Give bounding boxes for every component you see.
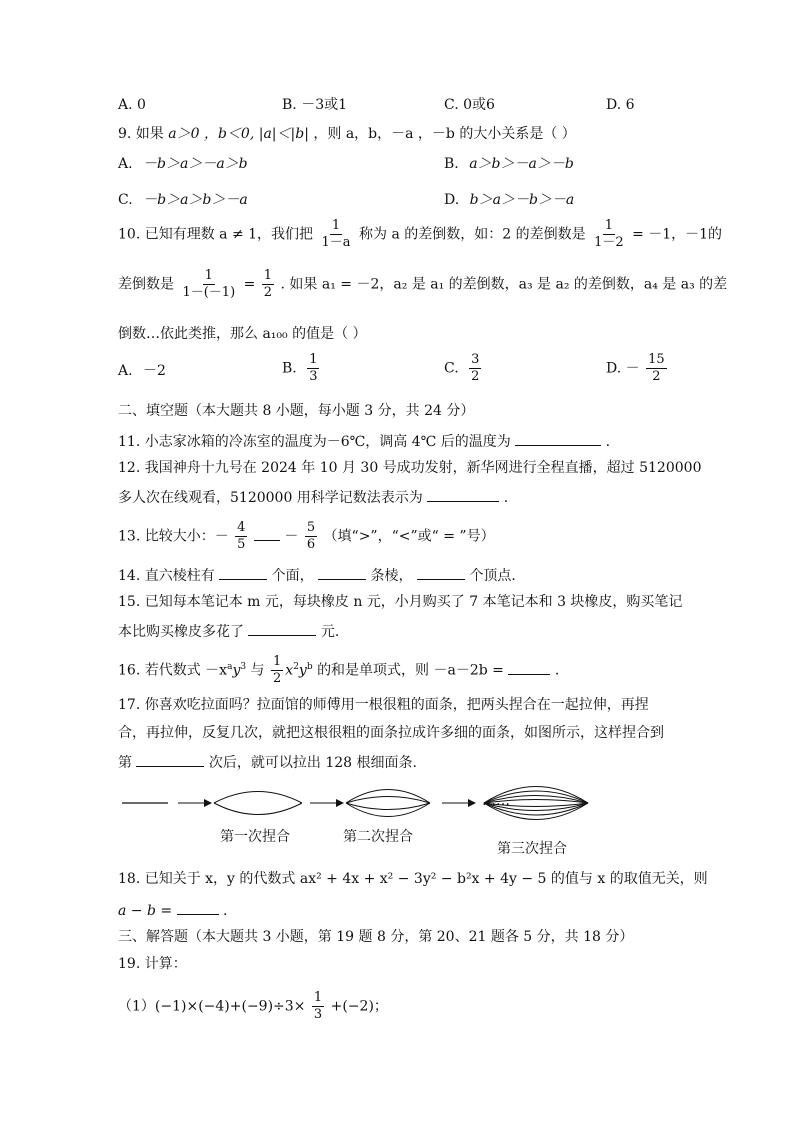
q16-fraction: [271, 654, 283, 687]
q16-sup-d: 2: [293, 661, 299, 672]
q13-fraction-2: [305, 520, 317, 553]
q10-option-d-num: 15: [648, 352, 665, 367]
q8-option-c: C. 0或6: [444, 97, 495, 113]
q16-sup-e: b: [306, 661, 313, 672]
q10-line2-a: 差倒数是: [118, 276, 174, 293]
q10-option-d-label: D. －: [606, 360, 640, 377]
section-3-heading: 三、解答题（本大题共 3 小题，第 19 题 8 分，第 20、21 题各 5 分，共 18 分）: [118, 929, 634, 945]
q17-line3: [118, 752, 417, 772]
q18-line2: [118, 900, 227, 920]
q15-unit: 元.: [320, 624, 340, 640]
q13-fraction-2-num: 5: [306, 520, 316, 535]
noodle-folding-diagram: [118, 780, 658, 860]
q9-option-d: [444, 191, 574, 209]
q14-edges-blank[interactable]: [318, 565, 366, 580]
q13-fraction-1: [235, 520, 247, 553]
q10-option-b-label: B.: [282, 360, 297, 377]
q12-line1: 12. 我国神舟十九号在 2024 年 10 月 30 号成功发射，新华网进行全程直播，超过 5120000: [118, 460, 702, 476]
q10-option-b: [282, 352, 321, 385]
q16-sup-a: a: [227, 661, 233, 672]
q10-option-c-fraction: [469, 352, 481, 385]
first-fold-shape: [214, 792, 302, 815]
q8-option-a: A. 0: [118, 97, 146, 113]
caption-first-fold: 第一次捏合: [220, 829, 290, 845]
q17-line2: 合，再拉伸，反复几次，就把这根很粗的面条拉成许多细的面条，如图所示，这样捏合到: [118, 725, 664, 741]
q12-line2-text: 多人次在线观看，5120000 用科学记数法表示为: [118, 490, 423, 506]
q13-fraction-2-den: 6: [306, 537, 316, 552]
q16-answer-blank[interactable]: [508, 660, 550, 675]
q10-fraction-2-den: 1－2: [594, 235, 624, 250]
q11-period: .: [605, 434, 611, 450]
q9-stem-prefix: 9. 如果: [118, 126, 164, 142]
arrow-2-icon: [310, 799, 344, 807]
q13: [118, 520, 495, 553]
q13-fraction-1-num: 4: [237, 520, 246, 535]
section-2-heading: 二、填空题（本大题共 8 小题，每小题 3 分，共 24 分）: [118, 403, 475, 419]
q11-answer-blank[interactable]: [515, 431, 601, 446]
q17-line1: 17. 你喜欢吃拉面吗？拉面馆的师傅用一根很粗的面条，把两头捏合在一起拉伸，再捏: [118, 697, 649, 713]
q9-option-a-label: A.: [118, 156, 133, 172]
q10-option-c-num: 3: [471, 352, 480, 367]
q19-part1: [118, 990, 388, 1023]
q18-expression: a − b =: [118, 903, 173, 919]
q8-option-b: B. －3或1: [282, 97, 348, 113]
q10-option-b-den: 3: [309, 369, 318, 384]
q10-option-a-text: －2: [143, 363, 166, 379]
q10-fraction-3-num: 1: [204, 268, 213, 283]
q17-answer-blank[interactable]: [136, 752, 204, 767]
q9-option-c-label: C.: [118, 192, 133, 208]
q10-fraction-3: [180, 268, 237, 301]
q10-option-d: [606, 352, 669, 385]
q11-text: 11. 小志家冰箱的冷冻室的温度为－6℃，调高 4℃ 后的温度为: [118, 434, 511, 450]
q10-option-b-num: 1: [309, 352, 318, 367]
q16-fraction-num: 1: [273, 654, 282, 669]
q18-period: .: [223, 903, 228, 919]
q9-stem: [118, 125, 576, 143]
q13-answer-blank[interactable]: [254, 526, 280, 541]
q9-option-a: [118, 155, 248, 173]
q16-y: y: [232, 662, 241, 679]
q17-ellipsis: ……: [482, 793, 510, 809]
q14-text-d: 个顶点.: [469, 568, 516, 584]
q9-option-b-label: B.: [444, 156, 459, 172]
q16-y2: y: [298, 662, 307, 679]
q10-option-c-den: 2: [471, 369, 480, 384]
q16-x: x: [285, 662, 294, 679]
arrow-1-icon: [178, 799, 212, 807]
q10-line1-c: = －1，－1的: [632, 226, 723, 243]
q14-text-a: 14. 直六棱柱有: [118, 568, 215, 584]
q10-fraction-1-den: 1－a: [321, 235, 351, 250]
q10-fraction-2-num: 1: [604, 218, 613, 233]
q16-sup-b: 3: [240, 661, 247, 672]
q14-faces-blank[interactable]: [219, 565, 267, 580]
q18-answer-blank[interactable]: [177, 900, 219, 915]
q15-line2-text: 本比购买橡皮多花了: [118, 624, 244, 640]
q10-line1-b: 称为 a 的差倒数，如：2 的差倒数是: [359, 226, 586, 243]
q9-option-c-text: －b＞a＞b＞－a: [143, 192, 248, 208]
q16: [118, 654, 559, 687]
q13-minus: －: [284, 528, 299, 545]
q17-line3-b: 次后，就可以拉出 128 根细面条.: [208, 755, 417, 771]
q18-line1: 18. 已知关于 x，y 的代数式 ax² + 4x + x² − 3y² − b²x + 4y − 5 的值与 x 的取值无关，则: [118, 871, 708, 887]
q19-part1-fraction-den: 3: [313, 1007, 323, 1022]
q13-fraction-1-den: 5: [237, 537, 246, 552]
second-fold-shape: [346, 790, 430, 817]
q13-suffix: （填“>”，“<”或“ = ”号）: [323, 528, 495, 545]
q9-stem-condition: a＞0 ，b＜0, |a|＜|b|: [168, 126, 309, 142]
q10-fraction-4-den: 2: [263, 285, 273, 300]
q10-line2: [118, 268, 727, 301]
q14-text-c: 条棱，: [370, 568, 413, 584]
q14-vertices-blank[interactable]: [417, 565, 465, 580]
q10-option-c: [444, 352, 483, 385]
q10-line1-a: 10. 已知有理数 a ≠ 1，我们把: [118, 226, 314, 243]
q9-option-a-text: －b＞a＞－a＞b: [143, 156, 248, 172]
q16-text-a: 16. 若代数式 －x: [118, 662, 228, 679]
q10-option-a-label: A.: [118, 363, 133, 379]
q10-line1: [118, 218, 722, 251]
q12-line2: [118, 487, 508, 507]
q16-fraction-den: 2: [273, 671, 282, 686]
q17-line3-a: 第: [118, 755, 132, 771]
q10-fraction-3-den: 1－(－1): [182, 285, 236, 300]
q10-option-a: [118, 362, 166, 380]
arrow-3-icon: [442, 799, 476, 807]
q10-fraction-1-num: 1: [331, 218, 341, 233]
q15-line2: [118, 621, 339, 641]
q10-option-d-den: 2: [652, 369, 661, 384]
caption-third-fold: 第三次捏合: [497, 841, 567, 857]
q12-period: .: [503, 490, 509, 506]
q10-line2-b: . 如果 a₁ = －2，a₂ 是 a₁ 的差倒数，a₃ 是 a₂ 的差倒数，a₄ 是 a₃ 的差: [280, 276, 728, 293]
q10-fraction-1: [320, 218, 353, 251]
q10-option-b-fraction: [307, 352, 319, 385]
q10-fraction-4: [262, 268, 274, 301]
q10-fraction-4-num: 1: [263, 268, 273, 283]
q9-option-d-label: D.: [444, 192, 460, 208]
q9-option-d-text: b＞a＞－b＞－a: [469, 192, 575, 208]
q14-text-b: 个面，: [271, 568, 314, 584]
q10-line3: 倒数…依此类推，那么 a₁₀₀ 的值是（ ）: [118, 326, 367, 342]
q11: [118, 431, 610, 451]
q16-period: .: [554, 662, 560, 679]
q10-option-d-fraction: [646, 352, 667, 385]
q19-part1-expression-b: +(−2)；: [330, 998, 388, 1015]
q19-part1-fraction: [312, 990, 324, 1023]
q19-title: 19. 计算：: [118, 956, 187, 972]
q16-text-f: 的和是单项式，则 －a－2b =: [317, 662, 504, 679]
q19-part1-expression-a: （1）(−1)×(−4)+(−9)÷3×: [118, 998, 306, 1015]
q10-fraction-2: [592, 218, 626, 251]
q8-option-d: D. 6: [606, 97, 635, 113]
q19-part1-fraction-num: 1: [313, 990, 323, 1005]
q9-option-c: [118, 191, 248, 209]
q13-prefix: 13. 比较大小：－: [118, 528, 229, 545]
q16-text-c: 与: [250, 662, 265, 679]
q14: [118, 565, 516, 585]
q9-option-b: [444, 155, 574, 173]
q15-answer-blank[interactable]: [248, 621, 316, 636]
caption-second-fold: 第二次捏合: [343, 829, 413, 845]
q15-line1: 15. 已知每本笔记本 m 元，每块橡皮 n 元，小月购买了 7 本笔记本和 3 块橡皮，购买笔记: [118, 594, 683, 610]
q9-stem-suffix: ，则 a，b，－a ，－b 的大小关系是（ ）: [313, 126, 576, 142]
q12-answer-blank[interactable]: [427, 487, 499, 502]
q10-option-c-label: C.: [444, 360, 459, 377]
q10-line2-eq: =: [243, 276, 256, 293]
q9-option-b-text: a＞b＞－a＞－b: [469, 156, 574, 172]
